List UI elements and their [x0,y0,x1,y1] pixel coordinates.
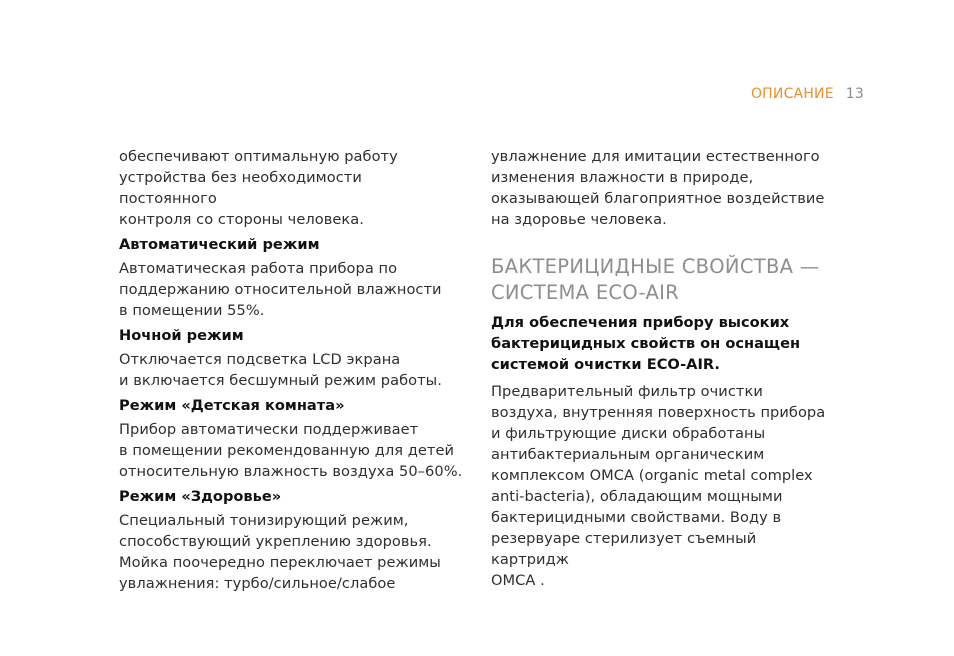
night-mode-heading: Ночной режим [119,327,244,344]
child-mode-heading: Режим «Детская комната» [119,397,345,414]
night-mode-text: Отключается подсветка LCD экрана и включается бесшумный режим работы. [119,351,442,389]
right-column [491,146,836,591]
auto-mode-text: Автоматическая работа прибора по поддержанию относительной влажности в помещении 55%. [119,260,442,319]
section-label: ОПИСАНИЕ [750,86,834,102]
eco-air-body: Предварительный фильтр очистки воздуха, внутренняя поверхность прибора и фильтрующие диски обработаны антибактериальным органическим комплексом OMCA (organic metal complex anti-bacteria), обладающим мощными бактерицидными свойствами. Воду в резервуаре стерилизует съемный картридж OMCA . [491,383,826,589]
right-intro-paragraph: увлажнение для имитации естественного изменения влажности в природе, оказывающей благоприятное воздействие на здоровье человека. [491,148,825,228]
left-column [119,146,464,594]
page-number: 13 [845,86,864,102]
health-mode-text: Специальный тонизирующий режим, способствующий укреплению здоровья. Мойка поочередно переключает режимы увлажнения: турбо/сильное/слабое [119,512,441,592]
eco-air-lead: Для обеспечения прибору высоких бактерицидных свойств он оснащен системой очистки ECO-AIR. [491,314,801,373]
page-header [751,86,864,102]
left-intro-paragraph: обеспечивают оптимальную работу устройства без необходимости постоянного контроля со стороны человека. [119,148,398,228]
eco-air-section-title: БАКТЕРИЦИДНЫЕ СВОЙСТВА — СИСТЕМА ECO-AIR [491,255,820,304]
auto-mode-heading: Автоматический режим [119,236,320,253]
health-mode-heading: Режим «Здоровье» [119,488,282,505]
child-mode-text: Прибор автоматически поддерживает в помещении рекомендованную для детей относительную влажность воздуха 50–60%. [119,421,463,480]
